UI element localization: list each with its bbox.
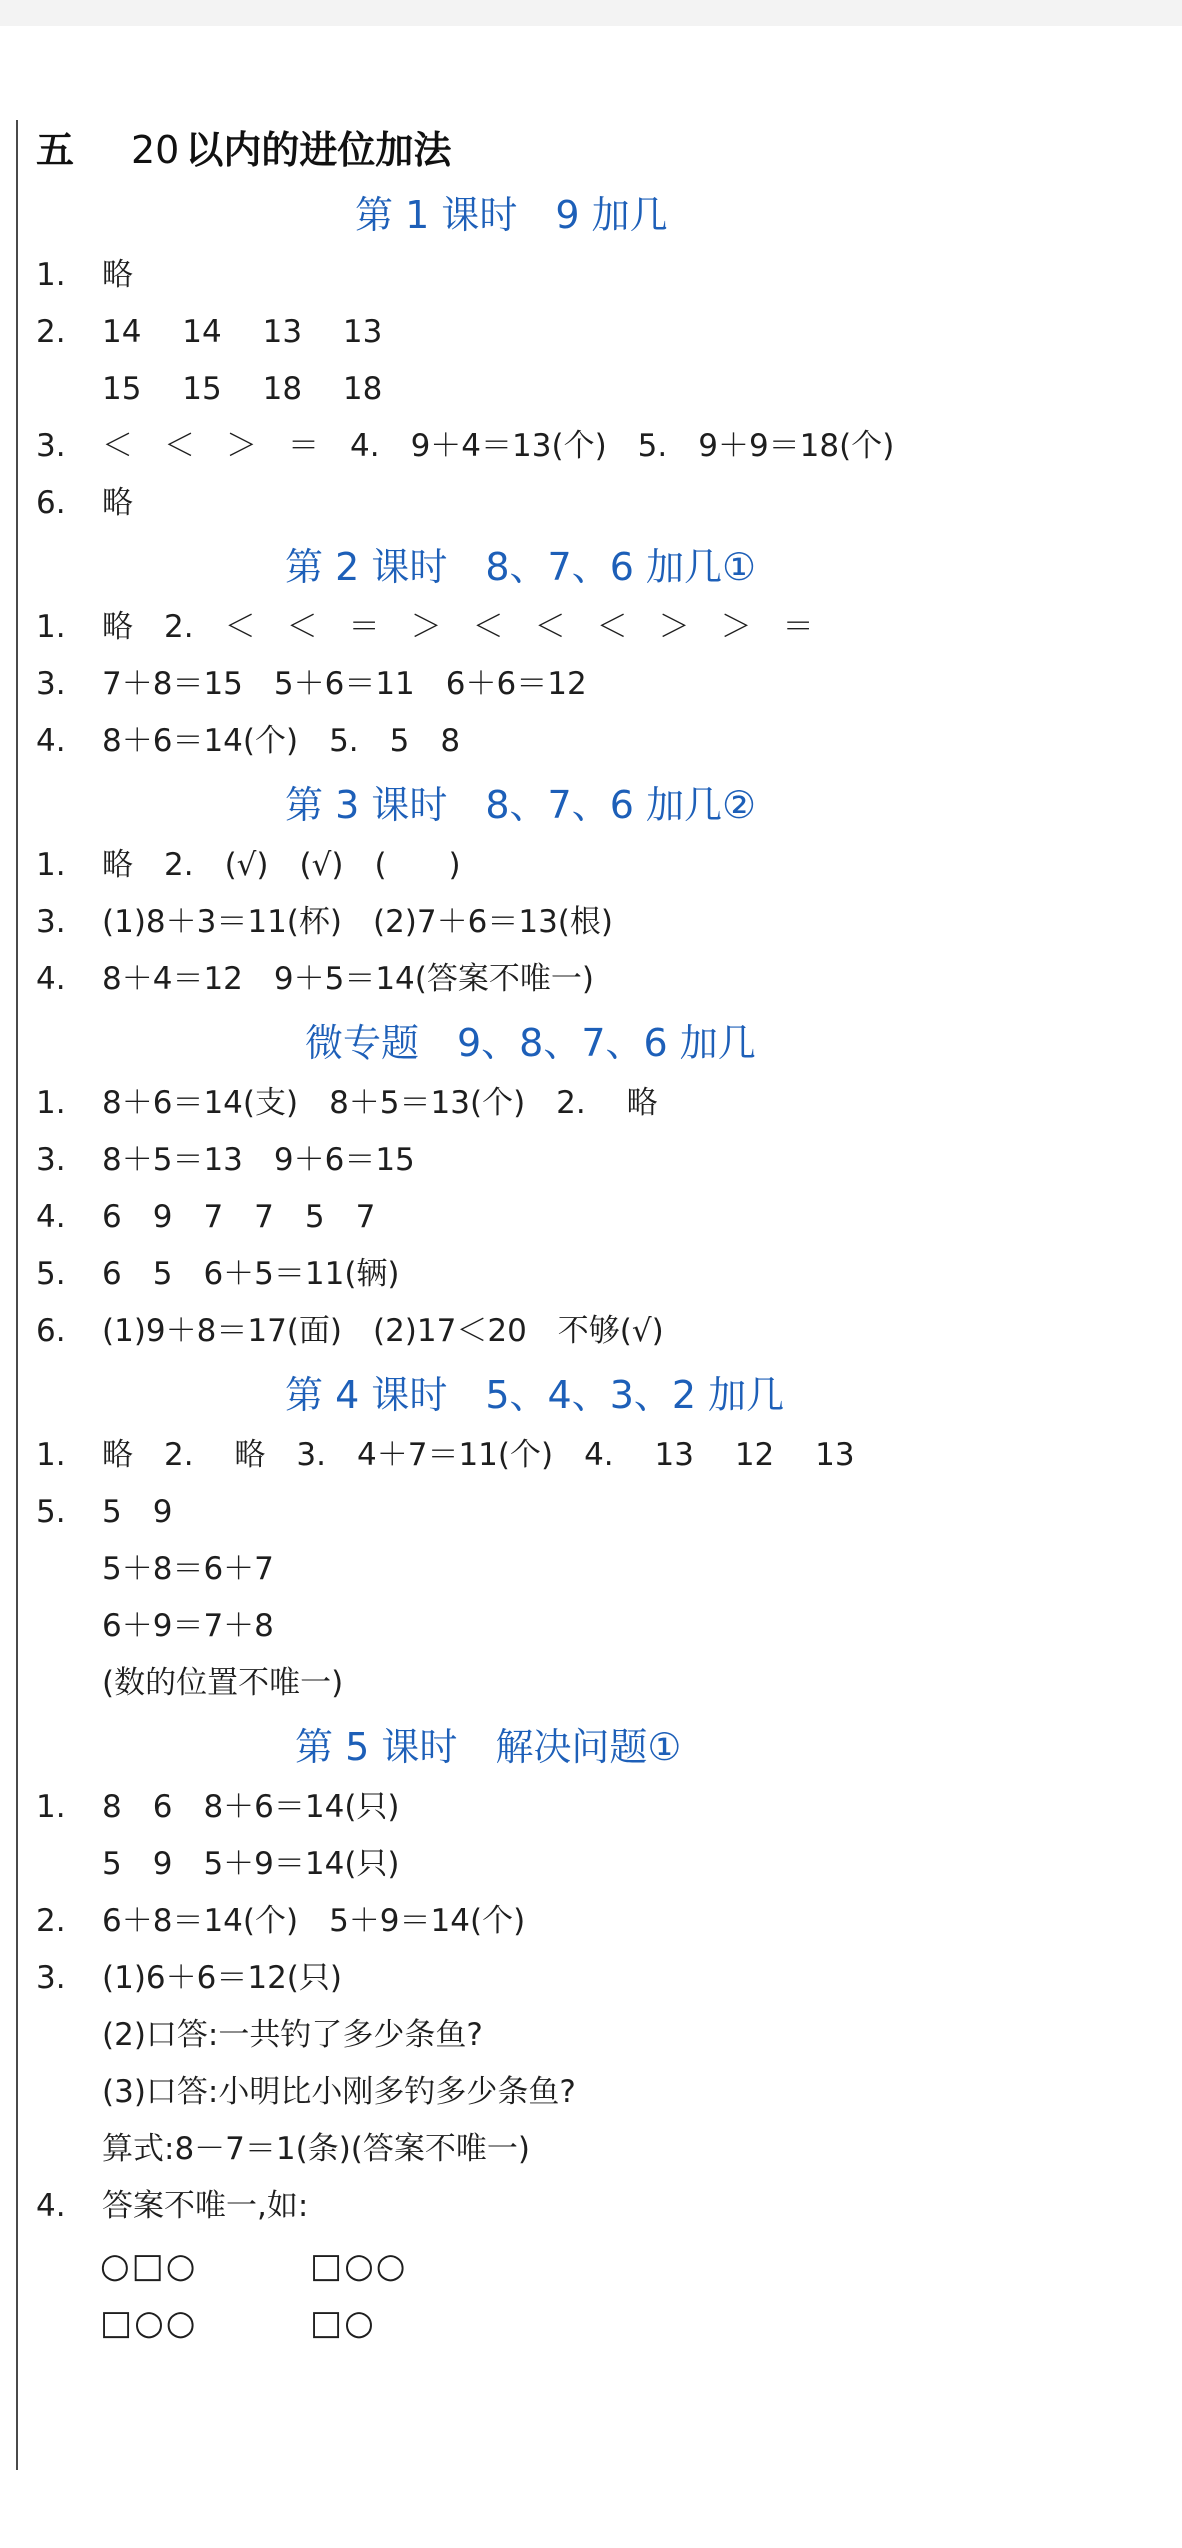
shape-arrangement: □○○ xyxy=(310,2246,408,2286)
answer-line: 1. 略 xyxy=(36,257,133,293)
shape-arrangement: □○○ xyxy=(100,2303,198,2343)
section-title-special-topic: 微专题 9、8、7、6 加几 xyxy=(305,1021,756,1065)
section-title-lesson-3: 第 3 课时 8、7、6 加几② xyxy=(285,783,757,827)
answer-line: 4. 8＋4＝12 9＋5＝14(答案不唯一) xyxy=(36,961,594,997)
answer-line: 3. (1)8＋3＝11(杯) (2)7＋6＝13(根) xyxy=(36,904,613,940)
answer-line: 1. 略 2. (√) (√) ( ) xyxy=(36,847,461,883)
answer-line: 1. 略 2. ＜ ＜ ＝ ＞ ＜ ＜ ＜ ＞ ＞ ＝ xyxy=(36,609,814,645)
answer-line: 1. 8 6 8＋6＝14(只) xyxy=(36,1789,400,1825)
answer-line: 1. 略 2. 略 3. 4＋7＝11(个) 4. 13 12 13 xyxy=(36,1437,855,1473)
section-title-lesson-2: 第 2 课时 8、7、6 加几① xyxy=(285,545,757,589)
shape-arrangement: ○□○ xyxy=(100,2246,198,2286)
answer-line: 4. 6 9 7 7 5 7 xyxy=(36,1199,376,1235)
answer-line: (3)口答:小明比小刚多钓多少条鱼? xyxy=(102,2074,576,2110)
chapter-number: 五 xyxy=(36,128,75,172)
answer-line: 4. 8＋6＝14(个) 5. 5 8 xyxy=(36,723,461,759)
answer-line: (2)口答:一共钓了多少条鱼? xyxy=(102,2017,483,2053)
answer-line: 3. 8＋5＝13 9＋6＝15 xyxy=(36,1142,415,1178)
top-band xyxy=(0,0,1182,26)
answer-line: 5. 5 9 xyxy=(36,1494,173,1530)
answer-line: (数的位置不唯一) xyxy=(102,1665,344,1701)
answer-line: 1. 8＋6＝14(支) 8＋5＝13(个) 2. 略 xyxy=(36,1085,658,1121)
section-title-lesson-5: 第 5 课时 解决问题① xyxy=(295,1725,682,1769)
section-title-lesson-4: 第 4 课时 5、4、3、2 加几 xyxy=(285,1373,785,1417)
answer-line: 6＋9＝7＋8 xyxy=(102,1608,274,1644)
answer-line: 3. (1)6＋6＝12(只) xyxy=(36,1960,342,1996)
answer-line: 5＋8＝6＋7 xyxy=(102,1551,274,1587)
answer-line: 4. 答案不唯一,如: xyxy=(36,2188,309,2224)
answer-line: 6. (1)9＋8＝17(面) (2)17＜20 不够(√) xyxy=(36,1313,664,1349)
answer-line: 3. ＜ ＜ ＞ ＝ 4. 9＋4＝13(个) 5. 9＋9＝18(个) xyxy=(36,428,895,464)
margin-rule xyxy=(16,120,18,2470)
answer-line: 5. 6 5 6＋5＝11(辆) xyxy=(36,1256,400,1292)
answer-line: 2. 6＋8＝14(个) 5＋9＝14(个) xyxy=(36,1903,526,1939)
chapter-digits: 20 xyxy=(131,128,180,172)
answer-line: 算式:8－7＝1(条)(答案不唯一) xyxy=(102,2131,530,2167)
answer-line: 2. 14 14 13 13 xyxy=(36,314,383,350)
answer-line: 3. 7＋8＝15 5＋6＝11 6＋6＝12 xyxy=(36,666,587,702)
chapter-title xyxy=(36,120,451,180)
section-title-lesson-1: 第 1 课时 9 加几 xyxy=(355,193,668,237)
chapter-title-text: 以内的进位加法 xyxy=(185,128,452,172)
answer-line: 15 15 18 18 xyxy=(102,371,383,407)
answer-line: 5 9 5＋9＝14(只) xyxy=(102,1846,400,1882)
shape-arrangement: □○ xyxy=(310,2303,376,2343)
answer-line: 6. 略 xyxy=(36,485,133,521)
